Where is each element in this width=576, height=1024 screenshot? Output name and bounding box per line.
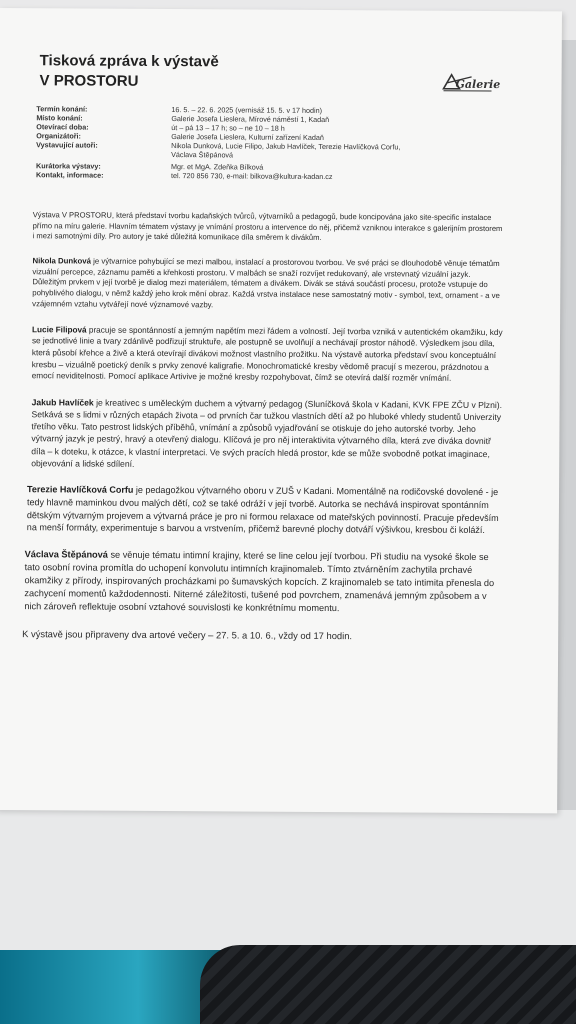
dark-fabric — [200, 945, 576, 1024]
paragraph-text: je výtvarnice pohybující se mezi malbou, instalací a prostorovou tvorbou. Ve své práci se dlouhodobě věnuje tématům vizuální percepce, záznamu paměti a křehkosti prostoru. V malbách se snaží rozvíjet redukovaný, ale vrstevnatý vizuální jazyk. Důležitým prvkem v její tvorbě je dialog mezi materiálem, tématem a divákem. Divák se stává součástí procesu, protože vstupuje do pohyblivého dialogu, v němž každý jeho krok mění obraz. Každá vrstva instalace nese samostatný motiv - symbol, text, ornament - a ve vzájemném vztahu vytvářejí nové významové vazby. — [32, 256, 500, 310]
info-value: Nikola Dunková, Lucie Filipo, Jakub Havlíček, Terezie Havlíčková Corfu, — [171, 141, 401, 152]
author-name: Václava Štěpánová — [24, 549, 108, 560]
closing-paragraph — [22, 627, 502, 643]
paragraph-text: je kreativec s uměleckým duchem a výtvarný pedagog (Sluníčková škola v Kadani, KVK FPE ZČU v Plzni). Setkává se s lidmi v různých etapách života – od prvních čar tužkou vlastních dětí až po hluboké vhledy studentů Univerzity třetího věku. Tato pestrost lidských příběhů, vnímání a způsobů vyjadřování se otiskuje do jeho autorské tvorby. Jeho výtvarný jazyk je pestrý, hravý a otevřený dialogu. Klíčová je pro něj interaktivita výtvarného díla, která zve diváka dovnitř díla – k doteku, k otázce, k vlastní interpretaci. Ve svých pracích hledá prostor, kde se může svobodně potkat imaginace, objevování a lidské sdílení. — [31, 397, 503, 469]
author-paragraph — [32, 324, 504, 385]
author-name: Jakub Havlíček — [31, 396, 94, 408]
info-value: Galerie Josefa Lieslera, Kulturní zařízení Kadaň — [171, 132, 324, 142]
info-value: 16. 5. – 22. 6. 2025 (vernisáž 15. 5. v 17 hodin) — [171, 105, 323, 115]
info-table — [36, 104, 506, 182]
info-row — [36, 149, 506, 161]
info-label: Otevírací doba: — [36, 122, 89, 132]
info-label: Organizátoři: — [36, 131, 81, 141]
author-paragraph — [32, 256, 504, 313]
press-release-sheet — [0, 8, 562, 813]
author-name: Nikola Dunková — [32, 255, 91, 266]
info-label: Vystavující autoři: — [36, 140, 98, 150]
info-label: Kurátorka výstavy: — [36, 161, 101, 171]
info-label: Místo konání: — [36, 113, 83, 123]
gallery-logo — [437, 71, 501, 93]
logo-text: Galerie — [455, 77, 501, 92]
paragraph-text: se věnuje tématu intimní krajiny, které se line celou její tvorbou. Při studiu na vysoké škole se tato osobní rovina promítla do uchopení konvolutu intimních krajinomaleb. Tímto ztvárněním zachytila prchavé okamžiky z přírody, inspirovaných procházkami po šumavských kopcích. Z krajinomaleb se tato intimita přenesla do zachycení momentů každodennosti. Niterné záležitosti, tušené pod povrchem, znamenává jemným způsobem a v nich zároveň reflektuje osobní vztahové souvislosti ke konkrétnímu momentu. — [24, 549, 495, 614]
author-paragraph — [31, 396, 503, 472]
paragraph-text: je pedagožkou výtvarného oboru v ZUŠ v Kadani. Momentálně na rodičovské dovolené - je tedy hlavně maminkou dvou malých dětí, což se také odráží v její tvorbě. Autorka se nechává inspirovat spontánním dětským výtvarným projevem a výtvarná práce je pro ni formou relaxace od mateřských povinností. Pracuje především na menší formáty, experimentuje s barvou a vrstvením, přičemž barevné plochy dotváří výšivkou, kresbou či koláží. — [26, 484, 499, 536]
author-paragraph — [24, 548, 502, 616]
info-label — [36, 149, 171, 159]
info-value: tel. 720 856 730, e-mail: bilkova@kultura-kadan.cz — [170, 171, 333, 182]
document-title — [39, 51, 218, 92]
info-value: Galerie Josefa Lieslera, Mírové náměstí 1, Kadaň — [171, 114, 330, 125]
info-label: Termín konání: — [36, 104, 88, 114]
info-row — [36, 170, 506, 182]
table-surface — [0, 810, 576, 950]
info-label: Kontakt, informace: — [35, 170, 104, 180]
intro-paragraph — [33, 210, 505, 245]
body-text — [22, 210, 505, 657]
info-value: Václava Štěpánová — [171, 150, 234, 160]
paragraph-text: Výstava V PROSTORU, která představí tvorbu kadaňských tvůrců, výtvarníků a pedagogů, bude koncipována jako site-specific instalace přímo na míru galerie. Hlavním tématem výstavy je vnímání prostoru a intervence do něj, přičemž vzniknou interakce s galerijním prostorem i mezi samotnými díly. Pro autory je také důležitá komunikace díla směrem k divákům. — [32, 210, 503, 243]
info-value: Mgr. et MgA. Zdeňka Bílková — [171, 162, 264, 172]
paragraph-text: pracuje se spontánností a jemným napětím mezi řádem a volností. Její tvorba vzniká v autentickém okamžiku, kdy se jednotlivé linie a tvary zdánlivě podřizují struktuře, ale postupně se uvolňují a nechávají prostor náhodě. Výsledkem jsou díla, která působí křehce a živě a která otevírají divákovi možnost vlastního prožitku. Na výstavě autorka představí svou konceptuální kresbu – vizuálně poetický deník s prvky zenové kaligrafie. Monochromatické kresby vědomě pracují s mezerou, prázdnotou a emocí neviditelnosti. Pomocí aplikace Artivive je možné kresby rozpohybovat, čímž se otevírá další rozměr vnímání. — [31, 325, 503, 383]
info-value: út – pá 13 – 17 h; so – ne 10 – 18 h — [171, 123, 285, 133]
author-name: Terezie Havlíčková Corfu — [27, 484, 134, 495]
author-paragraph — [27, 483, 503, 537]
paragraph-text: K výstavě jsou připraveny dva artové večery – 27. 5. a 10. 6., vždy od 17 hodin. — [22, 628, 353, 642]
title-line-2: V PROSTORU — [39, 72, 139, 90]
title-line-1: Tisková zpráva k výstavě — [39, 52, 219, 71]
teal-object — [0, 950, 230, 1024]
author-name: Lucie Filipová — [32, 324, 87, 335]
